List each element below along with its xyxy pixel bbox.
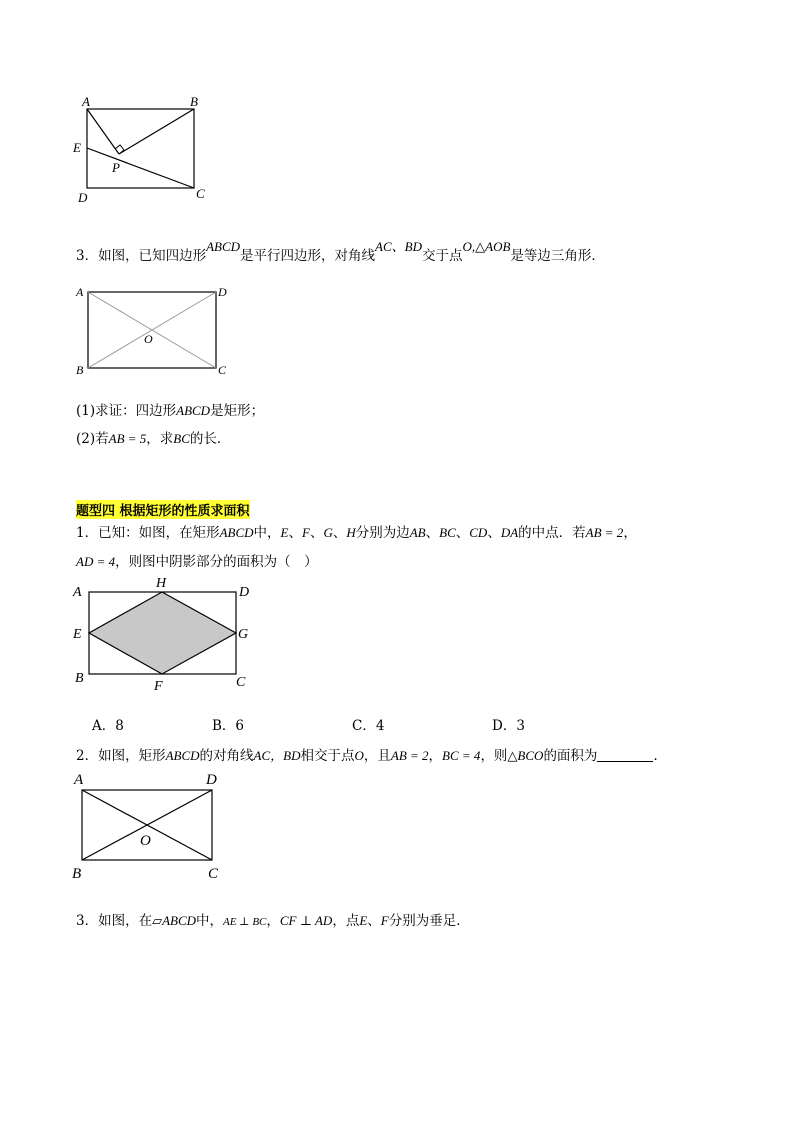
- label-e: E: [73, 627, 82, 642]
- section-question-1-line-1: 1．已知：如图，在矩形ABCD中，E、F、G、H分别为边AB、BC、CD、DA的中点．若AB = 2，: [76, 525, 637, 541]
- section-question-3: 3．如图，在▱ABCD中，AE ⊥ BC，CF ⊥ AD，点E、F分别为垂足．: [76, 913, 470, 929]
- figure-rectangle-diagonals-o: [74, 280, 234, 380]
- label-c: C: [236, 675, 246, 690]
- question-3-part-1: (1)求证：四边形ABCD是矩形；: [76, 403, 265, 419]
- label-b: B: [75, 671, 84, 686]
- label-b: B: [72, 866, 82, 882]
- option-b[interactable]: B．6: [212, 718, 245, 734]
- label-d: D: [206, 772, 217, 788]
- rectangle: [87, 109, 194, 188]
- question-3-part-2: (2)若AB = 5，求BC的长．: [76, 431, 231, 447]
- label-p: P: [112, 160, 120, 175]
- answer-blank[interactable]: [597, 749, 653, 762]
- label-a: A: [73, 585, 82, 600]
- option-a[interactable]: A．8: [92, 718, 124, 734]
- label-a: A: [74, 772, 84, 788]
- label-b: B: [76, 363, 84, 377]
- label-o: O: [140, 833, 151, 849]
- label-c: C: [218, 363, 227, 377]
- label-c: C: [196, 186, 205, 201]
- label-d: D: [218, 285, 227, 299]
- label-a: A: [82, 94, 90, 109]
- shaded-rhombus: [89, 592, 236, 674]
- label-b: B: [190, 94, 198, 109]
- option-d[interactable]: D．3: [492, 718, 525, 734]
- label-o: O: [144, 332, 153, 346]
- option-c[interactable]: C．4: [352, 718, 385, 734]
- segment-bp: [119, 109, 194, 154]
- figure-rectangle-diagonals-o-2: [70, 768, 240, 884]
- label-f: F: [154, 679, 163, 692]
- question-3: 3．如图，已知四边形ABCD是平行四边形，对角线AC、BD交于点O,△AOB是等边三角形．: [76, 239, 605, 264]
- label-d: D: [239, 585, 250, 600]
- label-e: E: [73, 140, 81, 155]
- label-c: C: [208, 866, 219, 882]
- label-a: A: [76, 285, 84, 299]
- section-question-1-line-2: AD = 4，则图中阴影部分的面积为（ ）: [76, 554, 318, 570]
- segment-ec: [87, 148, 194, 188]
- label-h: H: [156, 576, 167, 591]
- segment-ap: [87, 109, 119, 154]
- label-g: G: [238, 627, 249, 642]
- label-d: D: [78, 190, 88, 205]
- section-question-2: 2．如图，矩形ABCD的对角线AC，BD相交于点O，且AB = 2，BC = 4，则△BCO的面积为 ．: [76, 748, 667, 764]
- figure-rectangle-abcd-point-p: [70, 92, 220, 210]
- section-title: 题型四 根据矩形的性质求面积: [76, 500, 250, 519]
- figure-rhombus-shaded: [70, 574, 260, 692]
